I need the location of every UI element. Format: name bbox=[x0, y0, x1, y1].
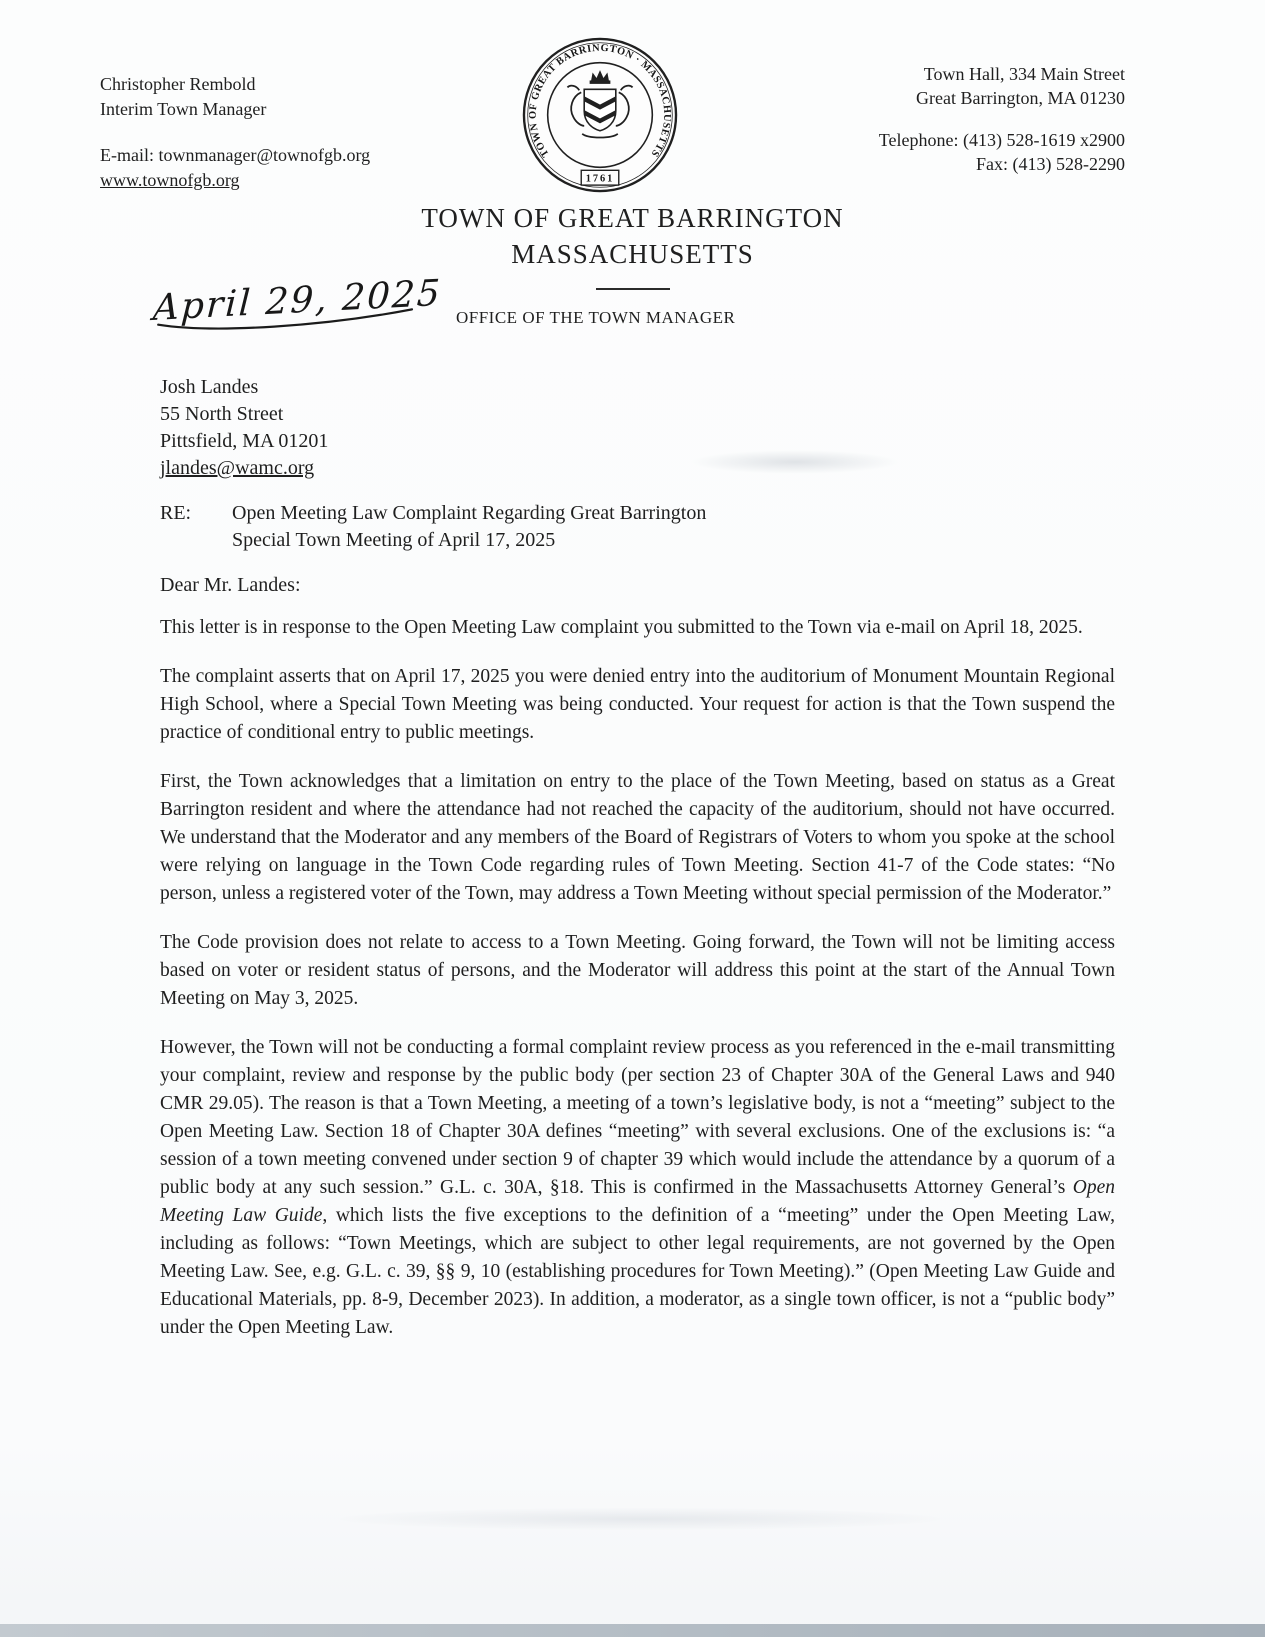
re-subject-line1: Open Meeting Law Complaint Regarding Great Barrington bbox=[232, 502, 707, 524]
recipient-name: Josh Landes bbox=[160, 376, 259, 398]
scan-artifact bbox=[340, 1508, 940, 1530]
sender-website-link[interactable]: www.townofgb.org bbox=[100, 170, 240, 190]
office-fax: Fax: (413) 528-2290 bbox=[976, 154, 1125, 174]
recipient-block bbox=[160, 374, 328, 482]
handwritten-date-text: April 29, 2025 bbox=[152, 272, 443, 329]
town-seal-graphic bbox=[521, 36, 679, 194]
town-title-line2: MASSACHUSETTS bbox=[511, 239, 754, 269]
body-paragraph-3: First, the Town acknowledges that a limitation on entry to the place of the Town Meeting, based on status as a Great Barrington resident and where the attendance had not reached the capacity of the auditorium, should not have occurred. We understand that the Moderator and any members of the Board of Registrars of Voters to whom you spoke at the school were relying on language in the Town Code regarding rules of Town Meeting. Section 41-7 of the Code states: “No person, unless a registered voter of the Town, may address a Town Meeting without special permission of the Moderator.” bbox=[160, 771, 1115, 904]
re-subject bbox=[232, 500, 706, 554]
recipient-email-link[interactable]: jlandes@wamc.org bbox=[160, 457, 315, 479]
letterhead-title bbox=[0, 200, 1265, 290]
body-paragraph-5 bbox=[160, 1034, 1115, 1342]
sender-block bbox=[100, 72, 370, 193]
scan-edge-strip bbox=[0, 1624, 1265, 1637]
town-title-line1: TOWN OF GREAT BARRINGTON bbox=[421, 203, 844, 233]
body-paragraph-4: The Code provision does not relate to access to a Town Meeting. Going forward, the Town will not be limiting access based on voter or resident status of persons, and the Moderator will address this point at the start of the Annual Town Meeting on May 3, 2025. bbox=[160, 932, 1115, 1009]
title-divider bbox=[596, 288, 670, 290]
recipient-city: Pittsfield, MA 01201 bbox=[160, 430, 329, 452]
body-paragraph-2: The complaint asserts that on April 17, 2025 you were denied entry into the auditorium of Monument Mountain Regional High School, where a Special Town Meeting was being conducted. Your request for action is that the Town suspend the practice of conditional entry to public meetings. bbox=[160, 666, 1115, 743]
seal-year-banner bbox=[581, 170, 619, 185]
recipient-street: 55 North Street bbox=[160, 403, 284, 425]
letter-body bbox=[160, 614, 1115, 1363]
re-block bbox=[160, 500, 706, 554]
body-paragraph-5-citation: Open Meeting Law Guide bbox=[160, 1177, 1115, 1226]
scan-artifact bbox=[690, 450, 900, 474]
seal-year: 1761 bbox=[585, 173, 615, 185]
sender-title: Interim Town Manager bbox=[100, 99, 267, 119]
body-paragraph-1: This letter is in response to the Open Meeting Law complaint you submitted to the Town via e-mail on April 18, 2025. bbox=[160, 617, 1083, 638]
office-of-town-manager-label: OFFICE OF THE TOWN MANAGER bbox=[456, 308, 736, 327]
seal-ring-text: TOWN OF GREAT BARRINGTON · MASSACHUSETTS bbox=[527, 42, 673, 159]
re-subject-line2: Special Town Meeting of April 17, 2025 bbox=[232, 529, 556, 551]
body-paragraph-5-after: , which lists the five exceptions to the definition of a “meeting” under the Open Meeting Law, including as follows: “Town Meetings, which are subject to other legal requirements, are not governed by the Open Meeting Law. See, e.g. G.L. c. 39, §§ 9, 10 (establishing procedures for Town Meeting).” (Open Meeting Law Guide and Educational Materials, pp. 8-9, December 2023). In addition, a moderator, as a single town officer, is not a “public body” under the Open Meeting Law. bbox=[160, 1205, 1115, 1338]
body-paragraph-5-before: However, the Town will not be conducting a formal complaint review process as you referenced in the e-mail transmitting your complaint, review and response by the public body (per section 23 of Chapter 30A of the General Laws and 940 CMR 29.05). The reason is that a Town Meeting, a meeting of a town’s legislative body, is not a “meeting” subject to the Open Meeting Law. Section 18 of Chapter 30A defines “meeting” with several exclusions. One of the exclusions is: “a session of a town meeting convened under section 9 of chapter 39 which would include the attendance by a quorum of a public body at any such session.” G.L. c. 30A, §18. This is confirmed in the Massachusetts Attorney General’s bbox=[160, 1037, 1115, 1198]
re-label: RE: bbox=[160, 502, 192, 524]
office-address-line1: Town Hall, 334 Main Street bbox=[923, 64, 1125, 84]
office-address-block bbox=[879, 62, 1125, 176]
salutation: Dear Mr. Landes: bbox=[160, 574, 301, 596]
office-address-line2: Great Barrington, MA 01230 bbox=[916, 88, 1125, 108]
sender-name: Christopher Rembold bbox=[100, 74, 256, 94]
town-seal bbox=[521, 36, 679, 194]
sender-email: E-mail: townmanager@townofgb.org bbox=[100, 145, 371, 165]
office-phone: Telephone: (413) 528-1619 x2900 bbox=[878, 130, 1125, 150]
